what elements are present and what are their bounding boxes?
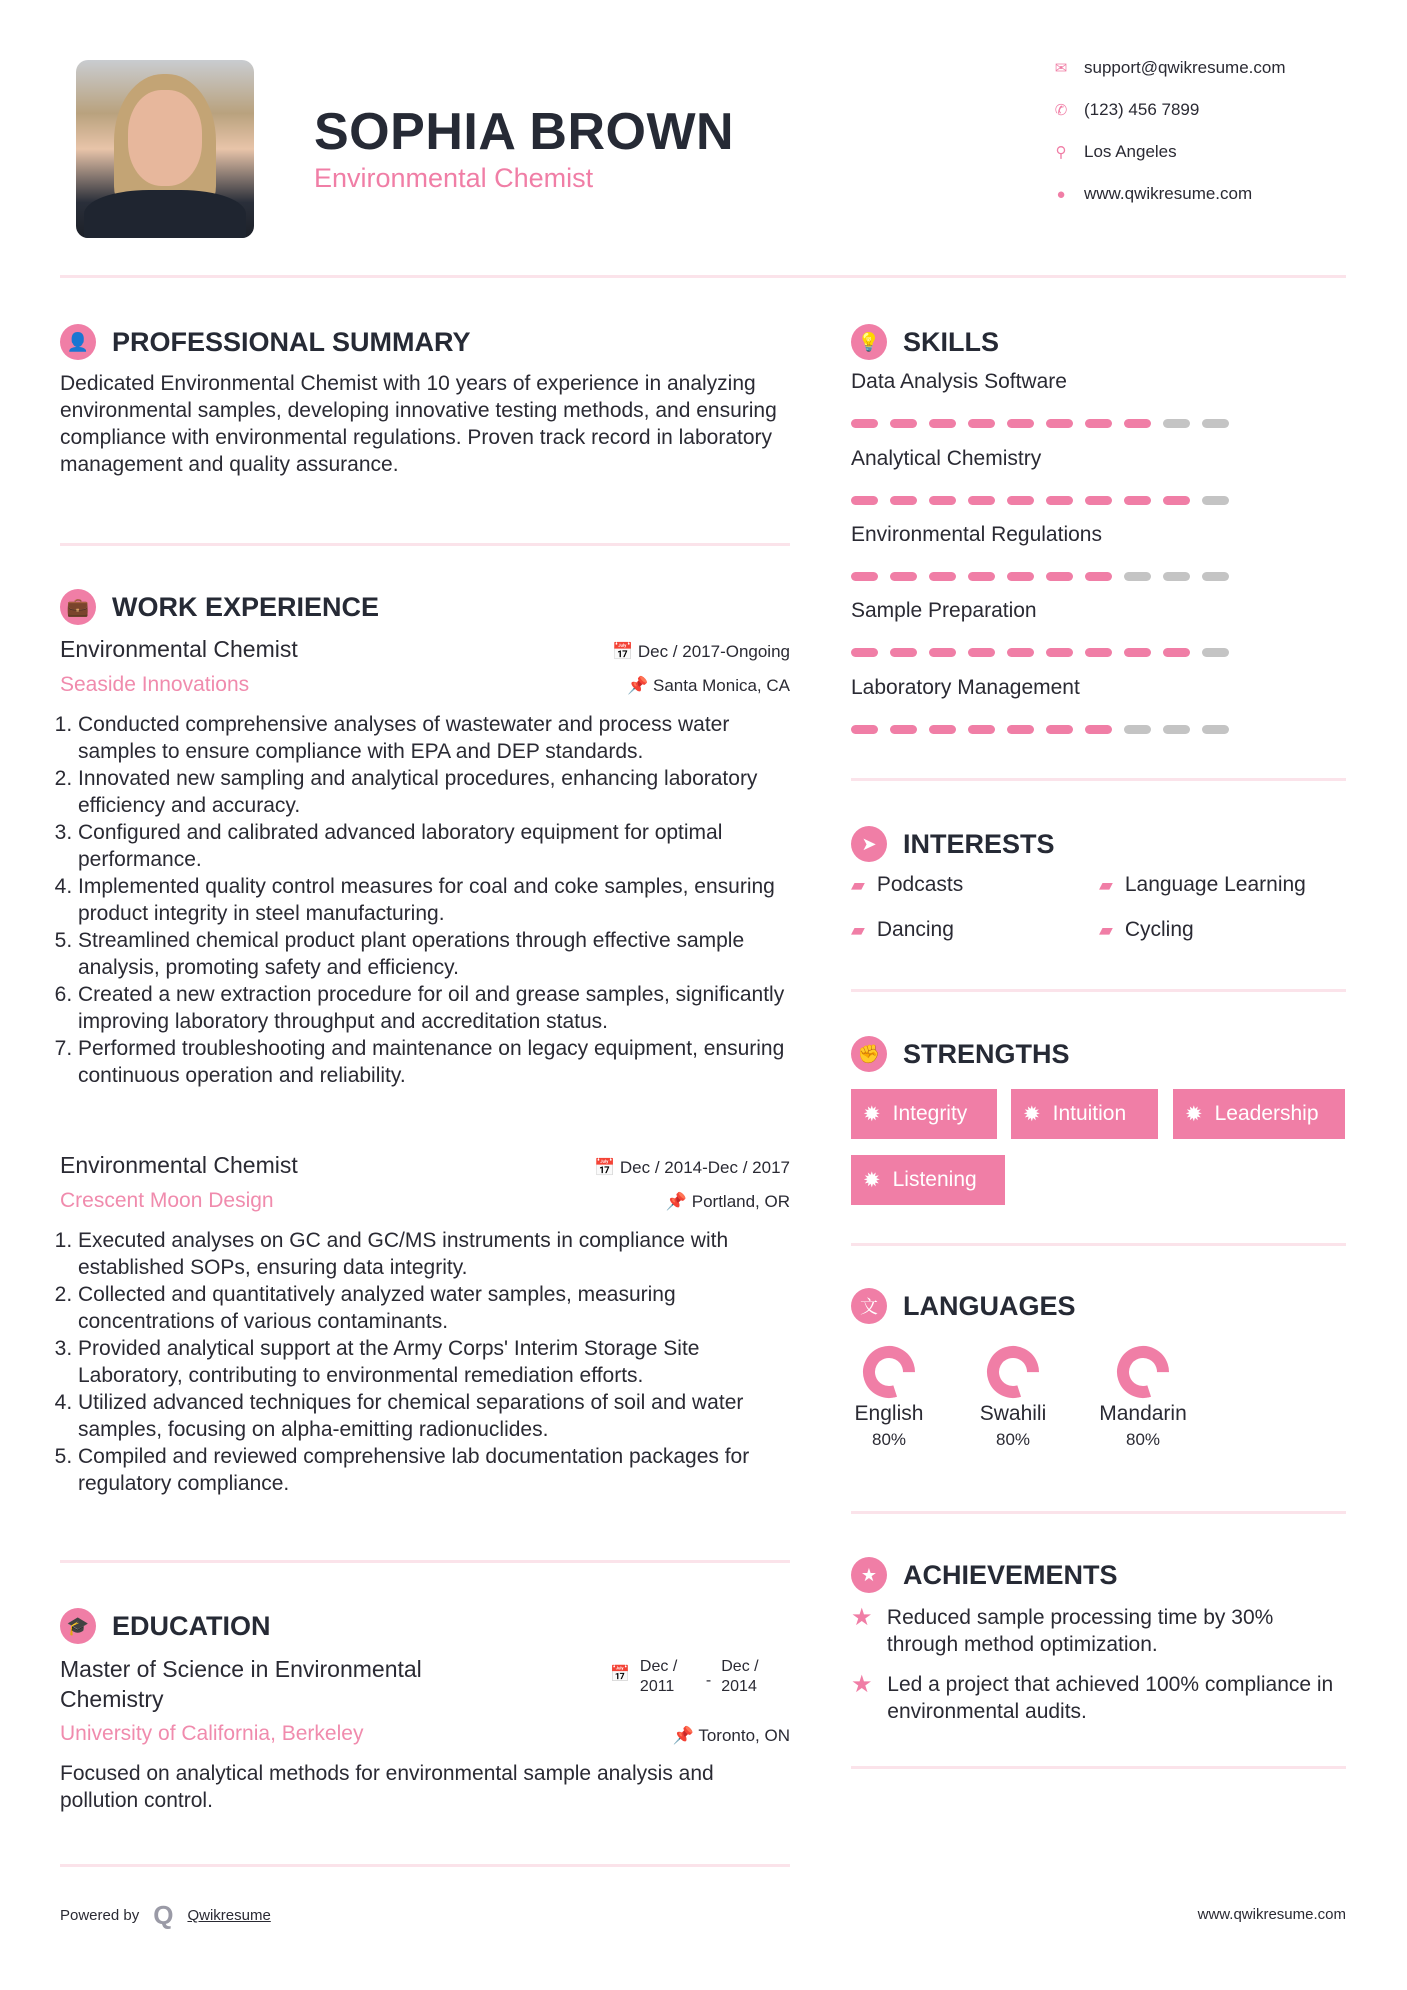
interests-heading — [851, 826, 1055, 862]
user-icon: 👤 — [60, 324, 96, 360]
list-item: 5. Streamlined chemical product plant operations through effective sample analysis, promoting safety and efficiency. — [78, 927, 790, 981]
job-date — [594, 1158, 790, 1178]
strength-label: Intuition — [1052, 1102, 1127, 1125]
strength-chip — [851, 1155, 1005, 1205]
language-item — [1078, 1342, 1208, 1450]
job-entry — [60, 1152, 790, 1497]
skill-name: Data Analysis Software — [851, 370, 1067, 393]
location-text: Santa Monica, CA — [652, 676, 790, 695]
education-description: Focused on analytical methods for environmental sample analysis and pollution control. — [60, 1762, 714, 1812]
skill-name: Sample Preparation — [851, 599, 1037, 622]
badge-icon: ✹ — [1023, 1102, 1041, 1126]
skill-dash-filled — [1124, 648, 1151, 657]
language-arc — [988, 1347, 1038, 1397]
lightbulb-icon: 💡 — [851, 324, 887, 360]
qwikresume-logo-icon: Q — [153, 1900, 174, 1930]
skill-dash-filled — [1007, 725, 1034, 734]
star-icon: ★ — [851, 1604, 873, 1631]
skill-dash-filled — [968, 648, 995, 657]
skill-dash-filled — [929, 725, 956, 734]
skill-dash-filled — [890, 419, 917, 428]
skill-level-bar — [851, 419, 1229, 428]
list-item: 6. Created a new extraction procedure for oil and grease samples, significantly improving laboratory throughput and accreditation status. — [78, 981, 790, 1035]
list-item: 4. Utilized advanced techniques for chemical separations of soil and water samples, focusing on alpha-emitting radionuclides. — [78, 1389, 790, 1443]
candidate-name: SOPHIA BROWN — [314, 103, 735, 161]
skill-dash-filled — [1007, 419, 1034, 428]
calendar-icon: 📅 — [610, 1666, 630, 1683]
list-item: 3. Configured and calibrated advanced laboratory equipment for optimal performance. — [78, 819, 790, 873]
contact-text: support@qwikresume.com — [1084, 58, 1286, 77]
achievements-heading — [851, 1557, 1118, 1593]
language-name: Swahili — [979, 1402, 1047, 1425]
strength-label: Leadership — [1214, 1102, 1319, 1125]
contact-location — [1052, 142, 1177, 162]
header-divider — [60, 275, 1346, 278]
candidate-title: Environmental Chemist — [314, 163, 594, 193]
job-entry — [60, 636, 790, 1089]
skill-dash-filled — [1085, 496, 1112, 505]
language-arc — [864, 1347, 914, 1397]
heading-text: WORK EXPERIENCE — [112, 591, 380, 622]
school-name: University of California, Berkeley — [60, 1722, 364, 1745]
heading-text: PROFESSIONAL SUMMARY — [112, 326, 471, 357]
divider — [60, 1560, 790, 1563]
list-item: 1. Executed analyses on GC and GC/MS instruments in compliance with established SOPs, ensuring data integrity. — [78, 1227, 790, 1281]
heading-text: INTERESTS — [903, 828, 1055, 859]
skill-dash-filled — [1163, 648, 1190, 657]
trophy-icon: ★ — [851, 1557, 887, 1593]
list-item: 2. Innovated new sampling and analytical procedures, enhancing laboratory efficiency and accuracy. — [78, 765, 790, 819]
strengths-heading — [851, 1036, 1070, 1072]
skill-dash-filled — [1046, 725, 1073, 734]
phone-icon: ✆ — [1054, 102, 1068, 119]
badge-icon: ✹ — [863, 1168, 881, 1192]
contact-text: Los Angeles — [1084, 142, 1177, 161]
skill-dash-filled — [929, 572, 956, 581]
interest-item — [851, 873, 963, 897]
language-name: Mandarin — [1099, 1402, 1187, 1425]
interest-item — [1099, 873, 1306, 897]
company-name: Seaside Innovations — [60, 673, 250, 696]
date-text: Dec / 2017-Ongoing — [637, 642, 790, 661]
skill-dash-empty — [1202, 725, 1229, 734]
divider — [851, 1766, 1346, 1769]
language-donut — [983, 1342, 1043, 1402]
achievement-item — [851, 1604, 1341, 1658]
list-item: 4. Implemented quality control measures for coal and coke samples, ensuring product integrity in steel manufacturing. — [78, 873, 790, 927]
skill-dash-filled — [890, 725, 917, 734]
profile-photo — [76, 60, 254, 238]
graduate-icon: 🎓 — [60, 1608, 96, 1644]
contact-email[interactable] — [1052, 58, 1286, 78]
skill-dash-empty — [1163, 572, 1190, 581]
skill-name: Analytical Chemistry — [851, 447, 1042, 470]
badge-icon: ✹ — [1185, 1102, 1203, 1126]
divider — [851, 778, 1346, 781]
skill-dash-filled — [929, 648, 956, 657]
summary-text: Dedicated Environmental Chemist with 10 years of experience in analyzing environmental samples, developing innovative testing methods, and ensuring compliance with environmental regulations. Proven track record in laboratory management and quality assurance. — [60, 372, 777, 476]
footer-website[interactable]: www.qwikresume.com — [1197, 1906, 1346, 1923]
divider — [851, 1511, 1346, 1514]
skill-level-bar — [851, 725, 1229, 734]
skill-dash-empty — [1124, 572, 1151, 581]
job-responsibilities — [60, 711, 790, 1089]
interest-label: Language Learning — [1124, 873, 1306, 896]
strength-chip — [851, 1089, 997, 1139]
language-item — [948, 1342, 1078, 1450]
contact-text: (123) 456 7899 — [1084, 100, 1200, 119]
skill-dash-filled — [1007, 572, 1034, 581]
language-percent: 80% — [1125, 1430, 1161, 1449]
skill-dash-empty — [1163, 419, 1190, 428]
achievement-item — [851, 1671, 1341, 1725]
skill-dash-filled — [1163, 496, 1190, 505]
skill-dash-filled — [1085, 725, 1112, 734]
divider — [60, 543, 790, 546]
pushpin-icon: 📌 — [627, 676, 653, 695]
achievement-text: Led a project that achieved 100% compliance in environmental audits. — [887, 1673, 1334, 1723]
book-icon: ▰ — [851, 919, 865, 940]
strength-chip — [1173, 1089, 1345, 1139]
list-item: 7. Performed troubleshooting and maintenance on legacy equipment, ensuring continuous operation and reliability. — [78, 1035, 790, 1089]
skill-level-bar — [851, 496, 1229, 505]
heading-text: LANGUAGES — [903, 1290, 1076, 1321]
job-responsibilities — [60, 1227, 790, 1497]
skill-dash-filled — [968, 572, 995, 581]
translate-icon: 文 — [851, 1288, 887, 1324]
skill-level-bar — [851, 648, 1229, 657]
language-percent: 80% — [871, 1430, 907, 1449]
skill-dash-empty — [1202, 419, 1229, 428]
envelope-icon: ✉ — [1054, 60, 1068, 77]
list-item: 5. Compiled and reviewed comprehensive lab documentation packages for regulatory compliance. — [78, 1443, 790, 1497]
star-icon: ★ — [851, 1671, 873, 1698]
badge-icon: ✹ — [863, 1102, 881, 1126]
paper-plane-icon: ➤ — [851, 826, 887, 862]
strength-label: Listening — [892, 1168, 977, 1191]
contact-phone — [1052, 100, 1199, 120]
book-icon: ▰ — [851, 874, 865, 895]
interest-item — [1099, 918, 1194, 942]
job-location — [627, 676, 790, 696]
skill-dash-filled — [1046, 419, 1073, 428]
book-icon: ▰ — [1099, 874, 1113, 895]
skill-dash-filled — [929, 496, 956, 505]
skill-dash-empty — [1202, 572, 1229, 581]
location-text: Portland, OR — [691, 1192, 790, 1211]
footer-branding — [60, 1900, 271, 1931]
skills-heading — [851, 324, 999, 360]
contact-website[interactable] — [1052, 184, 1252, 204]
skill-dash-filled — [1085, 419, 1112, 428]
pushpin-icon: 📌 — [665, 1192, 692, 1211]
work-heading — [60, 589, 379, 625]
interest-label: Dancing — [876, 918, 954, 941]
summary-heading — [60, 324, 471, 360]
date-end: Dec / 2014 — [721, 1658, 759, 1695]
heading-text: ACHIEVEMENTS — [903, 1559, 1118, 1590]
interest-label: Cycling — [1124, 918, 1194, 941]
languages-heading — [851, 1288, 1076, 1324]
pushpin-icon: 📌 — [672, 1726, 699, 1745]
skill-dash-filled — [1007, 496, 1034, 505]
strength-chip — [1011, 1089, 1158, 1139]
divider — [851, 989, 1346, 992]
skill-dash-filled — [1085, 648, 1112, 657]
skill-dash-filled — [851, 572, 878, 581]
skill-name: Laboratory Management — [851, 676, 1080, 699]
calendar-icon: 📅 — [611, 642, 638, 661]
brand-link[interactable]: Qwikresume — [187, 1907, 271, 1924]
job-location — [666, 1192, 790, 1212]
language-name: English — [854, 1402, 924, 1425]
job-date — [612, 642, 790, 662]
skill-dash-filled — [890, 496, 917, 505]
divider — [851, 1243, 1346, 1246]
skill-dash-filled — [890, 572, 917, 581]
list-item: 3. Provided analytical support at the Army Corps' Interim Storage Site Laboratory, contributing to environmental remediation efforts. — [78, 1335, 790, 1389]
skill-dash-filled — [968, 725, 995, 734]
skill-dash-empty — [1163, 725, 1190, 734]
education-location — [673, 1726, 790, 1746]
interest-item — [851, 918, 954, 942]
language-percent: 80% — [995, 1430, 1031, 1449]
fist-icon: ✊ — [851, 1036, 887, 1072]
language-donut — [1113, 1342, 1173, 1402]
skill-dash-empty — [1202, 648, 1229, 657]
skill-dash-empty — [1202, 496, 1229, 505]
skill-dash-filled — [851, 419, 878, 428]
skill-dash-filled — [890, 648, 917, 657]
calendar-icon: 📅 — [594, 1158, 620, 1177]
achievement-text: Reduced sample processing time by 30% through method optimization. — [886, 1606, 1274, 1656]
job-title: Environmental Chemist — [60, 1152, 298, 1178]
education-dates — [610, 1657, 771, 1697]
skill-level-bar — [851, 572, 1229, 581]
location-text: Toronto, ON — [698, 1726, 790, 1745]
job-title: Environmental Chemist — [60, 636, 298, 662]
skill-dash-filled — [1046, 572, 1073, 581]
list-item: 2. Collected and quantitatively analyzed water samples, measuring concentrations of various contaminants. — [78, 1281, 790, 1335]
date-separator: - — [705, 1672, 712, 1689]
date-text: Dec / 2014-Dec / 2017 — [619, 1158, 790, 1177]
globe-icon: ● — [1056, 185, 1066, 203]
contact-text: www.qwikresume.com — [1084, 184, 1253, 203]
skill-dash-filled — [968, 419, 995, 428]
powered-by-text: Powered by — [60, 1907, 140, 1924]
skill-dash-filled — [851, 496, 878, 505]
language-item — [824, 1342, 954, 1450]
list-item: 1. Conducted comprehensive analyses of wastewater and process water samples to ensure compliance with EPA and DEP standards. — [78, 711, 790, 765]
heading-text: EDUCATION — [112, 1610, 271, 1641]
heading-text: STRENGTHS — [903, 1038, 1070, 1069]
skill-dash-filled — [929, 419, 956, 428]
map-pin-icon: ⚲ — [1055, 144, 1067, 161]
skill-dash-empty — [1124, 725, 1151, 734]
heading-text: SKILLS — [903, 326, 1000, 357]
strength-label: Integrity — [892, 1102, 968, 1125]
book-icon: ▰ — [1099, 919, 1113, 940]
interest-label: Podcasts — [876, 873, 964, 896]
briefcase-icon: 💼 — [60, 589, 96, 625]
skill-dash-filled — [968, 496, 995, 505]
language-donut — [859, 1342, 919, 1402]
education-heading — [60, 1608, 271, 1644]
degree-title: Master of Science in Environmental Chemistry — [60, 1656, 422, 1712]
skill-dash-filled — [1046, 648, 1073, 657]
language-arc — [1118, 1347, 1168, 1397]
skill-dash-filled — [1124, 419, 1151, 428]
skill-name: Environmental Regulations — [851, 523, 1102, 546]
skill-dash-filled — [851, 648, 878, 657]
skill-dash-filled — [1007, 648, 1034, 657]
skill-dash-filled — [1046, 496, 1073, 505]
skill-dash-filled — [1085, 572, 1112, 581]
skill-dash-filled — [851, 725, 878, 734]
skill-dash-filled — [1124, 496, 1151, 505]
divider — [60, 1864, 790, 1867]
company-name: Crescent Moon Design — [60, 1189, 274, 1212]
date-start: Dec / 2011 — [639, 1658, 678, 1695]
